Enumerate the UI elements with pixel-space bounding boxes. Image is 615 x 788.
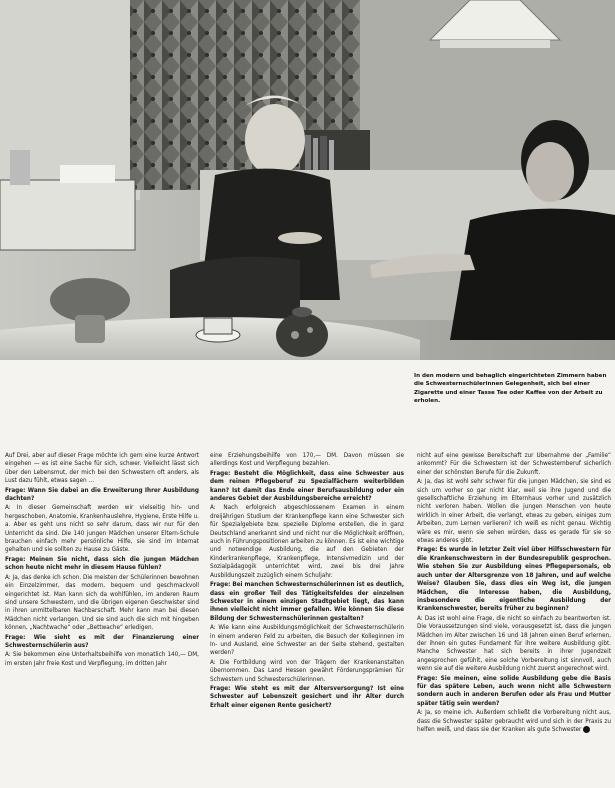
- paragraph: nicht auf eine gewisse Bereitschaft zur Übernahme der „Familie“ ankommt? Für die Schwestern ist der Schwesternberuf sicherlich einer der schönsten Berufe für die Zukunft.: [417, 453, 611, 476]
- question: Frage: Sie meinen, eine solide Ausbildung gebe die Basis für das spätere Leben, auch wenn nicht alle Schwestern sondern auch in anderen Berufen oder als Frau und Mutter später tätig sein werden?: [417, 675, 611, 707]
- photo-caption: In den modern und behaglich eingerichteten Zimmern haben die Schwesternschülerinnen Gelegenheit, sich bei einer Zigarette und einer Tasse Tee oder Kaffee von der Arbeit zu erholen.: [414, 373, 607, 404]
- paragraph: A: Die Fortbildung wird von der Trägern der Krankenanstalten übernommen. Das Land Hessen gewährt Förderungsprämien für Schwestern und Schwesterschülerinnen.: [210, 659, 404, 683]
- question: Frage: Wie sieht es mit der Finanzierung einer Schwesternschülerin aus?: [5, 634, 199, 649]
- article-column-1: [5, 452, 199, 784]
- paragraph: eine Erziehungsbeihilfe von 170,— DM. Davon müssen sie allerdings Kost und Verpflegung bezahlen.: [210, 453, 404, 468]
- paragraph: Auf Drei, aber auf dieser Frage möchte ich gern eine kurze Antwort eingehen — es ist eine Sache für sich, schwer. Vielleicht lässt sich über den Lebensmut, der mich bei den Schwestern oft anders, als Lust dazu fühlt, etwas sagen …: [5, 453, 199, 485]
- question: Frage: Wann Sie dabei an die Erweiterung Ihrer Ausbildung dachten?: [5, 487, 199, 503]
- paragraph: [417, 709, 611, 734]
- paragraph: A: Nach erfolgreich abgeschlossenem Examen in einem dreijährigen Studium der Krankenpflege kann eine Schwester sich für Spezialgebiete bzw. spezielle Diplome erstellen, die in ganz Deutschland anerkannt sind und nicht nur die Möglichkeit eröffnen, auch in Führungspositionen arbeiten zu können. Es ist eine wichtige und notwendige Ausbildung, die auf den Gebieten der Kinderkrankenpflege, Krankenpflege, Intensivmedizin und der Sozialpädagogik unterrichtet wird, zwei bis drei Jahre Ausbildungszeit zuzüglich einem Schuljahr.: [210, 505, 404, 579]
- final-paragraph: A: Ja, so meine ich. Außerdem schließt die Vorbereitung nicht aus, dass die Schwester später gebraucht wird und sich in der Praxis zu helfen weiß, und dass sie der Kranken als gute Schwester: [417, 710, 611, 733]
- paragraph: A: Das ist wohl eine Frage, die nicht so einfach zu beantworten ist. Die Voraussetzungen sind viele, vorausgesetzt ist, dass die jungen Mädchen im Alter zwischen 16 und 18 Jahren einen Beruf erlernen, der ihnen ein gutes Fundament für ihre weitere Ausbildung gibt. Manche Schwester hat sich bereits in ihrer Jugendzeit angesprochen gefühlt, eine solche Vorbereitung ist sinnvoll, auch wenn sie auf die weitere Ausbildung nicht zuerst angerechnet wird.: [417, 615, 611, 673]
- photo: [0, 0, 615, 360]
- question: Frage: Meinen Sie nicht, dass sich die jungen Mädchen schon heute nicht mehr in diesem Hause fühlen?: [5, 556, 199, 572]
- paragraph: A: Ja, das denke ich schon. Die meisten der Schülerinnen bewohnen ein Einzelzimmer, das modern, bequem und geschmackvoll eingerichtet ist. Man kann sich da wohlfühlen, im anderen Raum sind unsere Schwestern, und die übrigen eigenen Geschwister sind in ihren unmittelbaren Nachbarschaft. Mehr kann man bei diesen Mädchen nicht verlangen. Und sie sind auch die sich mit hingeben können, „Nachtwache“ oder „Bettwache“ erledigen.: [5, 574, 199, 632]
- question: Frage: Besteht die Möglichkeit, dass eine Schwester aus dem reinen Pflegeberuf zu Spezialfächern weiterbilden kann? Ist damit das Ende einer Berufsausbildung oder ein anderes Gebiet der Ausbildungsbereiche erreicht?: [210, 470, 404, 503]
- question: Frage: Bei manchen Schwesternschülerinnen ist es deutlich, dass ein großer Teil des Tätigkeitsfeldes der einzelnen Schwester in einem einzigen Stadtgebiet liegt, das kann ihnen vielleicht nicht immer gefallen. Wie können Sie diese Bildung der Schwesternschülerinnen gestalten?: [210, 582, 404, 622]
- paragraph: A: Ja, das ist wohl sehr schwer für die jungen Mädchen, sie sind es sich um vorher so gar nicht klar, weil sie ihre Jugend und die gesellschaftliche Erziehung im Elternhaus vorher und zusätzlich nicht verloren haben. Wollen die jungen Menschen von heute wirklich in einer Arbeit, die verlangt, etwas zu geben, einiges zum Arbeiten, zum Lernen verlieren? Ich weiß es nicht genau. Wichtig wäre es mir, wenn sie sehen würden, dass es gerade für sie so etwas anderes gibt.: [417, 479, 611, 545]
- article-column-3: [417, 452, 611, 784]
- question: Frage: Es wurde in letzter Zeit viel über Hilfsschwestern für die Krankenschwestern in der Bundesrepublik gesprochen. Wie stehen Sie zur Ausbildung eines Pflegepersonals, ob auch unter der Altersgrenze von 18 Jahren, und auf welche Weise? Glauben Sie, dass dies ein Weg ist, die jungen Mädchen, die Interesse haben, die Ausbildung, insbesondere die eigentliche Ausbildung der Krankenschwester, bereits früher zu beginnen?: [417, 547, 611, 613]
- paragraph: A: Sie bekommen eine Unterhaltsbeihilfe von monatlich 140,— DM, im ersten Jahr freie Kost und Verpflegung, im dritten Jahr: [5, 652, 199, 667]
- article-columns: [5, 452, 611, 782]
- article-column-2: [210, 452, 404, 784]
- interview-photo: [0, 0, 615, 360]
- question: Frage: Wie steht es mit der Altersversorgung? Ist eine Schwester auf Lebenszeit gesichert und ihr Alter durch Erhalt einer eigenen Rente gesichert?: [210, 685, 404, 709]
- paragraph: A: Wie kann eine Ausbildungsmöglichkeit der Schwesternschülerin in einem anderen Feld zu arbeiten, die Besuch der Kolleginnen im In- und Ausland, eine Schwester an der Seite stehend, gestalten werden?: [210, 625, 404, 657]
- paragraph: A: In dieser Gemeinschaft werden wir vielseitig hin- und hergeschoben, Anatomie, Krankenhauslehre, Hygiene, Erste Hilfe u. a. Aber es geht uns nicht so sehr darum, dass wir nur für den Unterricht da sind. Die 140 jungen Mädchen unserer Eltern-Schule brauchen einfach mehr persönliche Hilfe, sie sind im Internat gehalten und sie sollten zu Hause zu Gäste.: [5, 505, 199, 554]
- end-mark-icon: [583, 726, 590, 733]
